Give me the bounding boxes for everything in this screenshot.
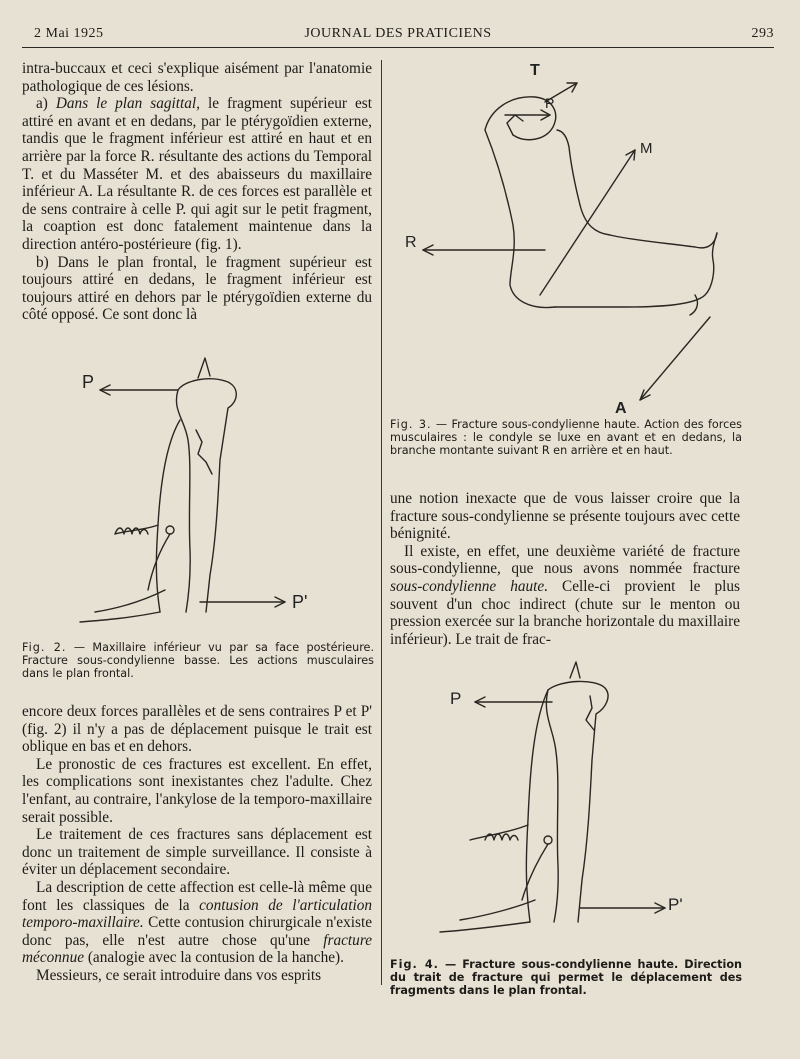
header-rule [22, 47, 774, 48]
paragraph: Messieurs, ce serait introduire dans vos esprits [36, 966, 322, 984]
figure-4-drawing [430, 660, 730, 950]
right-column-text [390, 490, 740, 648]
figure-3-label-t: T [530, 62, 540, 79]
figure-4-label-p-prime: P' [668, 895, 683, 914]
header-page-number: 293 [751, 26, 774, 41]
figure-4 [430, 660, 730, 950]
figure-3-label-p: P [545, 95, 555, 111]
left-column-bottom-text [22, 703, 372, 985]
figure-2-caption [22, 641, 374, 680]
paragraph [390, 543, 740, 649]
figure-3-label-m: M [640, 140, 653, 157]
paragraph-emphasis: contusion de l'articulation temporo-maxillaire. [22, 896, 372, 932]
paragraph-text: Cette contusion chirurgicale n'existe donc pas, elle n'est autre chose qu'une [22, 914, 372, 949]
figure-2 [60, 350, 360, 635]
paragraph-text: Il existe, en effet, une deuxième variété de fracture sous-condylienne, que nous avons nommée fracture [390, 542, 740, 578]
paragraph: b) Dans le plan frontal, le fragment supérieur est toujours attiré en dedans, le fragment inférieur est toujours attiré en dehors par le ptérygoïdien externe du côté opposé. Ce sont donc là [22, 253, 372, 324]
column-divider [381, 60, 382, 985]
header-journal-title: JOURNAL DES PRATICIENS [304, 26, 492, 41]
paragraph-text: La description de cette affection est celle-là même que font les classiques de la [22, 878, 372, 914]
figure-3-label-r: R [405, 234, 417, 251]
figure-3-drawing [395, 55, 765, 415]
left-column-top-text [22, 60, 372, 324]
header-date: 2 Mai 1925 [34, 26, 104, 41]
paragraph-emphasis: fracture méconnue [22, 931, 372, 967]
paragraph-text: (analogie avec la contusion de la hanche). [84, 949, 344, 967]
figure-2-label-p-prime: P' [292, 592, 308, 612]
figure-4-label-p: P [450, 689, 462, 708]
figure-4-caption-text: — Fracture sous-condylienne haute. Direction du trait de fracture qui permet le déplacement des fragments dans le plan frontal. [390, 958, 742, 997]
paragraph [22, 879, 372, 967]
figure-2-label-p: P [82, 372, 95, 392]
paragraph-text: Celle-ci provient le plus souvent d'un choc indirect (chute sur le menton ou pression exercée sur la branche horizontale du maxillaire inférieur). Le trait de frac- [390, 577, 740, 648]
figure-4-caption [390, 958, 742, 997]
figure-3-caption-text: — Fracture sous-condylienne haute. Action des forces musculaires : le condyle se luxe en avant et en dedans, la branche montante suivant R en arrière et en haut. [390, 418, 742, 457]
figure-3 [395, 55, 765, 415]
paragraph-prefix: a) [36, 95, 56, 113]
figure-3-label-a: A [615, 400, 627, 415]
paragraph-emphasis: Dans le plan sagittal, [55, 95, 200, 113]
paragraph: Le traitement de ces fractures sans déplacement est donc un traitement de simple surveillance. Il consiste à éviter un déplacement secondaire. [22, 826, 372, 879]
paragraph [22, 95, 372, 253]
figure-2-caption-text: — Maxillaire inférieur vu par sa face postérieure. Fracture sous-condylienne basse. Les actions musculaires dans le plan frontal. [22, 641, 374, 680]
figure-2-caption-label: Fig. 2. [22, 641, 67, 654]
figure-3-caption-label: Fig. 3. [390, 418, 432, 431]
paragraph: intra-buccaux et ceci s'explique aisément par l'anatomie pathologique de ces lésions. [22, 60, 372, 95]
paragraph-text: le fragment supérieur est attiré en avant et en dedans, par le ptérygoïdien externe, tandis que le fragment inférieur est attiré en haut et en arrière par la force R. résultante des actions du Temporal T. et du Masséter M. et des abaisseurs du maxillaire inférieur A. La résultante R. de ces forces est parallèle et de sens contraire à celle P. qui agit sur le petit fragment, la coaption est donc fatalement maintenue dans la direction antéro-postérieure (fig. 1). [22, 95, 372, 253]
paragraph: encore deux forces parallèles et de sens contraires P et P' (fig. 2) il n'y a pas de déplacement puisque le trait est oblique en bas et en dehors. [22, 703, 372, 756]
paragraph: Le pronostic de ces fractures est excellent. En effet, les complications sont inexistantes chez l'adulte. Chez l'enfant, au contraire, l'ankylose de la temporo-maxillaire serait possible. [22, 755, 372, 826]
paragraph-emphasis: sous-condylienne haute. [390, 577, 549, 595]
figure-3-caption [390, 418, 742, 457]
paragraph: une notion inexacte que de vous laisser croire que la fracture sous-condylienne se présente toujours avec cette bénignité. [390, 490, 740, 543]
figure-4-caption-label: Fig. 4. [390, 958, 439, 971]
figure-2-drawing [60, 350, 360, 635]
running-header [22, 26, 774, 48]
